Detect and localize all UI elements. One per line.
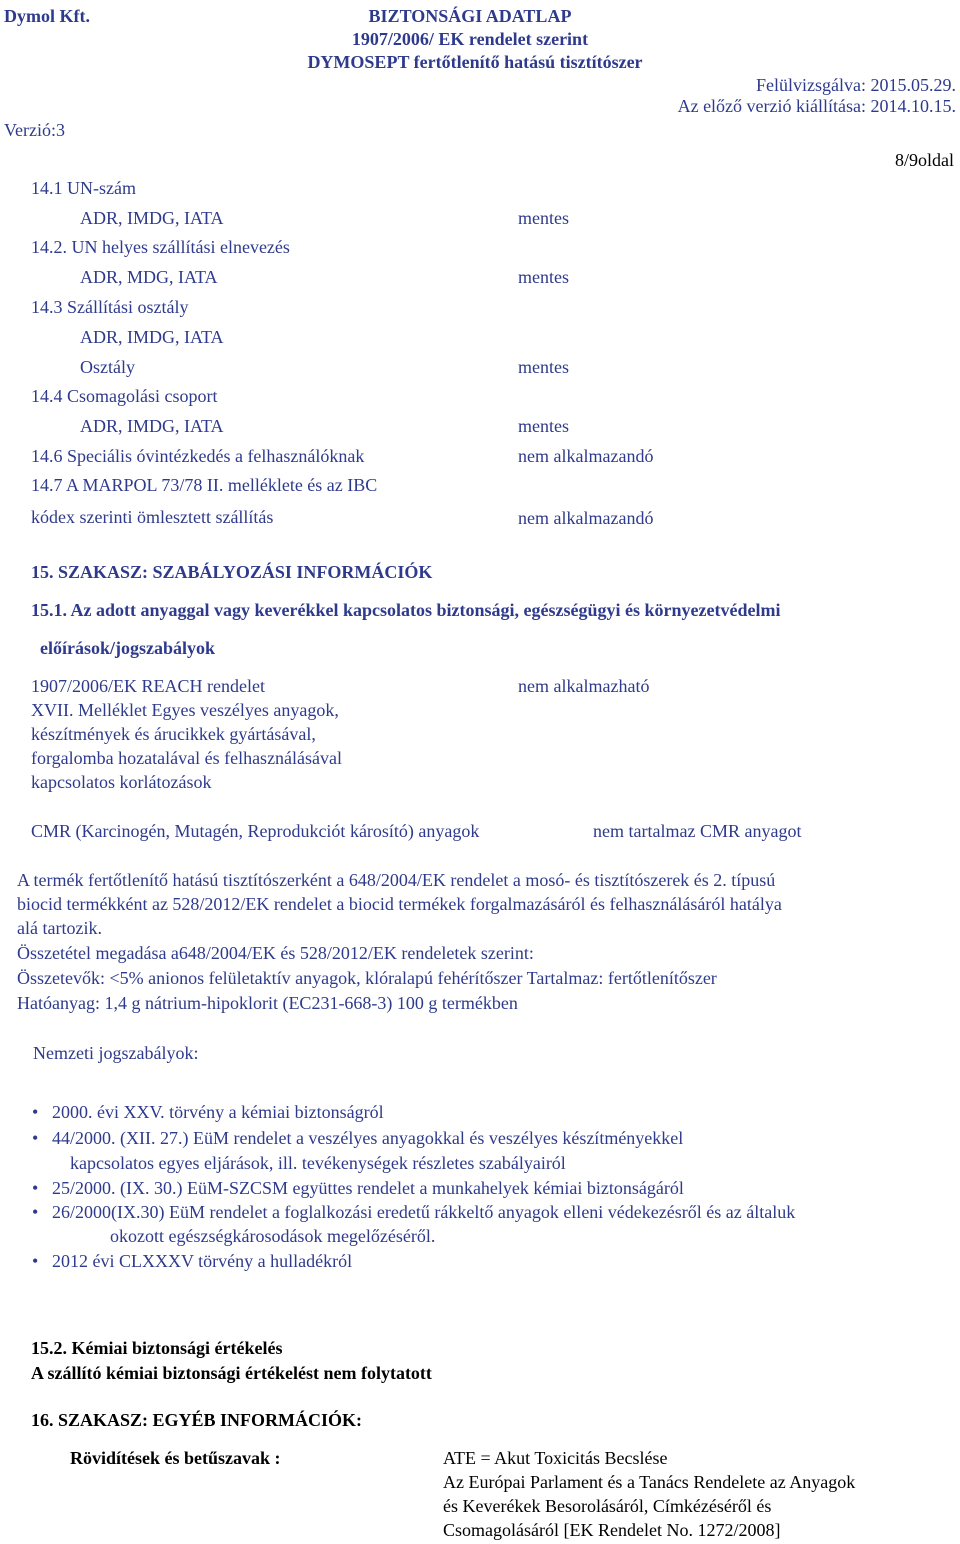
marpol-label-line2: kódex szerinti ömlesztett szállítás	[31, 507, 274, 527]
national-laws-label: Nemzeti jogszabályok:	[33, 1043, 199, 1063]
section-15-2-title: 15.2. Kémiai biztonsági értékelés	[31, 1338, 283, 1358]
active-substance-para: Hatóanyag: 1,4 g nátrium-hipoklorit (EC231-668-3) 100 g termékben	[17, 993, 518, 1013]
reach-value: nem alkalmazható	[518, 676, 650, 696]
un-number-value: mentes	[518, 208, 569, 228]
abbreviation-line: Csomagolásáról [EK Rendelet No. 1272/2008]	[443, 1520, 781, 1540]
un-number-modes: ADR, IMDG, IATA	[80, 208, 224, 228]
un-number-label: 14.1 UN-szám	[31, 178, 136, 198]
abbreviations-label: Rövidítések és betűszavak :	[70, 1448, 281, 1468]
annex-line3: forgalomba hozatalával és felhasználásával	[31, 748, 343, 768]
list-item: • 25/2000. (IX. 30.) EüM-SZCSM együttes rendelet a munkahelyek kémiai biztonságáról	[52, 1178, 684, 1200]
transport-class-label: 14.3 Szállítási osztály	[31, 297, 189, 317]
document-title: BIZTONSÁGI ADATLAP	[368, 6, 572, 26]
list-item: • 2000. évi XXV. törvény a kémiai biztonságról	[52, 1102, 384, 1124]
cmr-label: CMR (Karcinogén, Mutagén, Reprodukciót károsító) anyagok	[31, 821, 480, 841]
class-label: Osztály	[80, 357, 135, 377]
section-15-2-text: A szállító kémiai biztonsági értékelést nem folytatott	[31, 1363, 432, 1383]
packing-group-value: mentes	[518, 416, 569, 436]
abbreviation-line: ATE = Akut Toxicitás Becslése	[443, 1448, 668, 1468]
abbreviation-line: Az Európai Parlament és a Tanács Rendelete az Anyagok	[443, 1472, 856, 1492]
annex-line1: XVII. Melléklet Egyes veszélyes anyagok,	[31, 700, 339, 720]
section-15-heading: 15. SZAKASZ: SZABÁLYOZÁSI INFORMÁCIÓK	[31, 562, 433, 582]
marpol-value: nem alkalmazandó	[518, 508, 654, 528]
section-15-1-title-line2: előírások/jogszabályok	[40, 638, 216, 658]
previous-version-date: Az előző verzió kiállítása: 2014.10.15.	[677, 96, 956, 116]
list-item: • 26/2000(IX.30) EüM rendelet a foglalkozási eredetű rákkeltő anyagok elleni védekezésről és az általuk	[52, 1202, 795, 1224]
transport-class-modes: ADR, IMDG, IATA	[80, 327, 224, 347]
list-item-continuation: okozott egészségkárosodások megelőzéséről.	[110, 1226, 436, 1246]
un-name-value: mentes	[518, 267, 569, 287]
list-item-continuation: kapcsolatos egyes eljárások, ill. tevékenységek részletes szabályairól	[70, 1153, 566, 1173]
abbreviation-line: és Keverékek Besorolásáról, Címkézéséről és	[443, 1496, 772, 1516]
classification-para-line1: A termék fertőtlenítő hatású tisztítószerként a 648/2004/EK rendelet a mosó- és tisztítószerek és 2. típusú	[17, 870, 776, 890]
page-number: 8/9oldal	[895, 150, 954, 170]
packing-group-modes: ADR, IMDG, IATA	[80, 416, 224, 436]
special-precautions-label: 14.6 Speciális óvintézkedés a felhasználóknak	[31, 446, 365, 466]
composition-para: Összetétel megadása a648/2004/EK és 528/2012/EK rendeletek szerint:	[17, 943, 534, 963]
version-label: Verzió:3	[4, 120, 65, 140]
company-name: Dymol Kft.	[4, 6, 90, 26]
annex-line2: készítmények és árucikkek gyártásával,	[31, 724, 316, 744]
section-15-1-title-line1: 15.1. Az adott anyaggal vagy keverékkel kapcsolatos biztonsági, egészségügyi és környezetvédelmi	[31, 600, 781, 620]
ingredients-para: Összetevők: <5% anionos felületaktív anyagok, klóralapú fehérítőszer Tartalmaz: fertőtlenítőszer	[17, 968, 717, 988]
revision-date: Felülvizsgálva: 2015.05.29.	[756, 75, 956, 95]
list-item: • 2012 évi CLXXXV törvény a hulladékról	[52, 1251, 352, 1273]
class-value: mentes	[518, 357, 569, 377]
special-precautions-value: nem alkalmazandó	[518, 446, 654, 466]
un-name-modes: ADR, MDG, IATA	[80, 267, 218, 287]
cmr-value: nem tartalmaz CMR anyagot	[593, 821, 802, 841]
section-16-heading: 16. SZAKASZ: EGYÉB INFORMÁCIÓK:	[31, 1410, 363, 1430]
classification-para-line3: alá tartozik.	[17, 918, 102, 938]
reach-regulation: 1907/2006/EK REACH rendelet	[31, 676, 265, 696]
classification-para-line2: biocid termékként az 528/2012/EK rendelet a biocid termékek forgalmazásáról és felhasználásáról hatálya	[17, 894, 782, 914]
list-item: • 44/2000. (XII. 27.) EüM rendelet a veszélyes anyagokkal és veszélyes készítményekkel	[52, 1128, 683, 1150]
packing-group-label: 14.4 Csomagolási csoport	[31, 386, 218, 406]
un-name-label: 14.2. UN helyes szállítási elnevezés	[31, 237, 290, 257]
document-regulation: 1907/2006/ EK rendelet szerint	[351, 29, 589, 49]
product-name: DYMOSEPT fertőtlenítő hatású tisztítószer	[307, 52, 643, 72]
marpol-label-line1: 14.7 A MARPOL 73/78 II. melléklete és az IBC	[31, 475, 378, 495]
annex-line4: kapcsolatos korlátozások	[31, 772, 212, 792]
